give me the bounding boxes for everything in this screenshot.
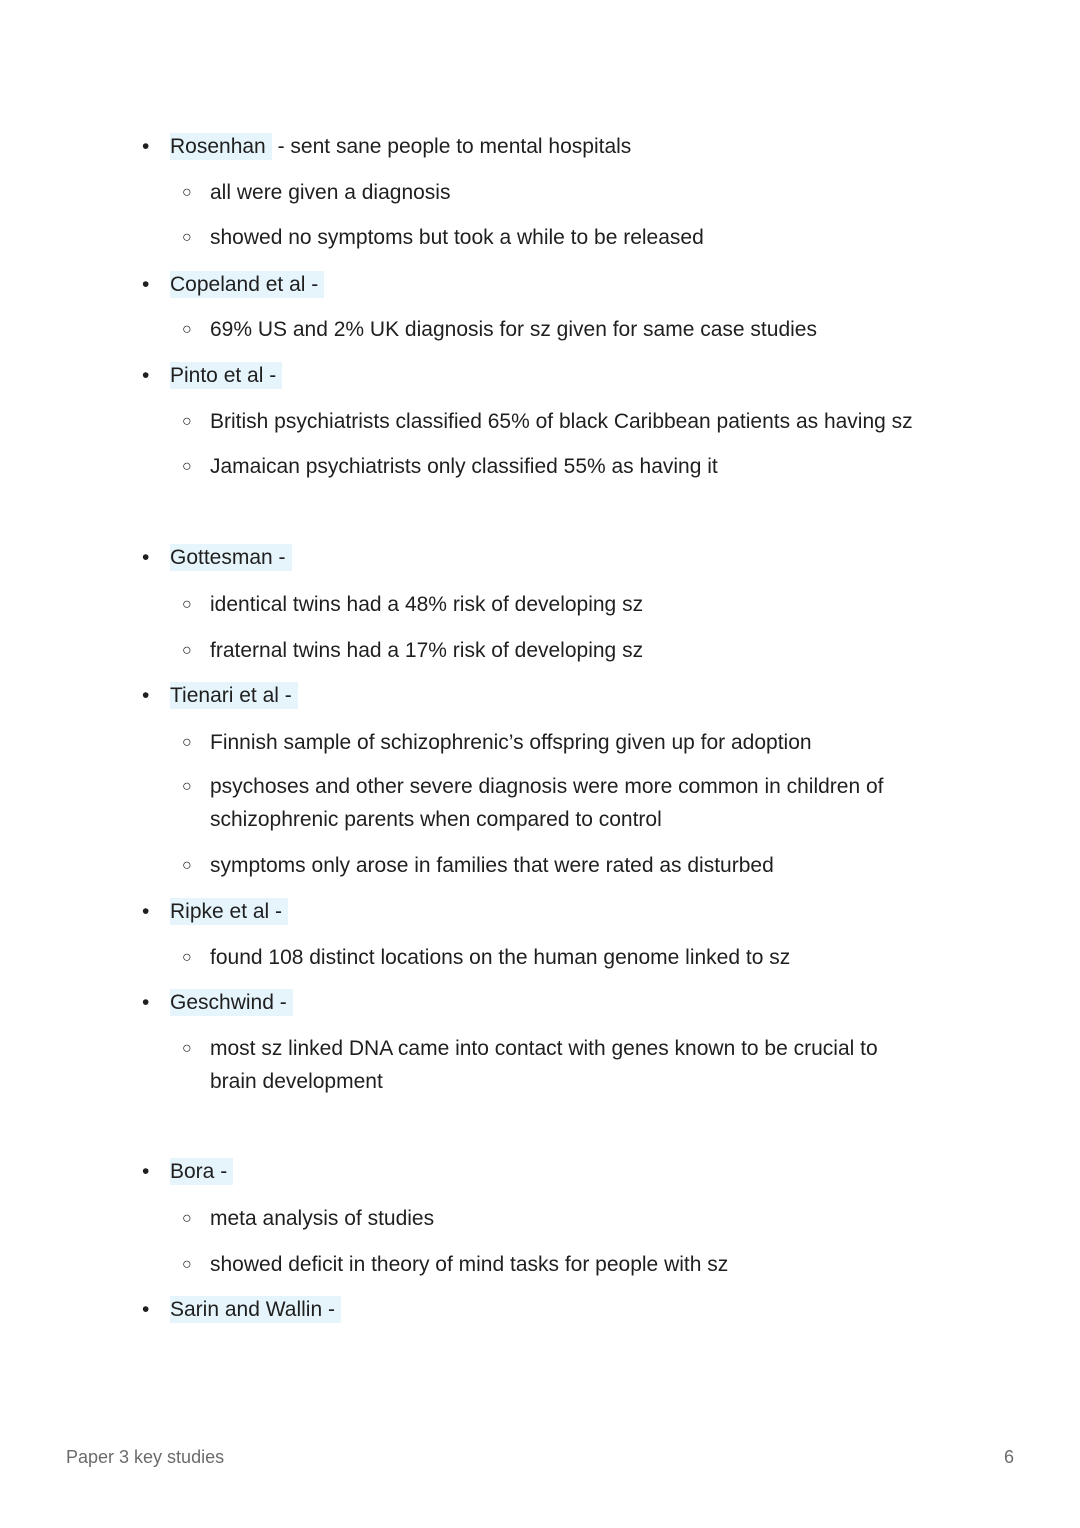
point-text: found 108 distinct locations on the human genome linked to sz <box>210 946 791 969</box>
study-name: Bora - <box>170 1158 233 1185</box>
study-name: Copeland et al - <box>170 271 324 298</box>
circle-bullet-icon: ○ <box>182 1210 192 1227</box>
circle-bullet-icon: ○ <box>182 642 192 659</box>
study-name: Rosenhan <box>170 133 272 160</box>
study-name: Sarin and Wallin - <box>170 1296 341 1323</box>
study-desc: - sent sane people to mental hospitals <box>271 135 632 158</box>
study-name: Pinto et al - <box>170 362 282 389</box>
circle-bullet-icon: ○ <box>182 1040 192 1057</box>
bullet-icon: • <box>142 991 150 1014</box>
circle-bullet-icon: ○ <box>182 596 192 613</box>
page-number: 6 <box>1003 1447 1014 1467</box>
bullet-icon: • <box>142 135 150 158</box>
point-text: symptoms only arose in families that were rated as disturbed <box>210 854 774 877</box>
circle-bullet-icon: ○ <box>182 1256 192 1273</box>
study-name: Geschwind - <box>170 989 293 1016</box>
bullet-icon: • <box>142 364 150 387</box>
point-text: meta analysis of studies <box>210 1207 435 1230</box>
footer-title: Paper 3 key studies <box>66 1447 225 1467</box>
bullet-icon: • <box>142 684 150 707</box>
circle-bullet-icon: ○ <box>182 458 192 475</box>
study-name: Tienari et al - <box>170 682 298 709</box>
point-text: Jamaican psychiatrists only classified 55% as having it <box>210 455 718 478</box>
bullet-icon: • <box>142 273 150 296</box>
point-text: Finnish sample of schizophrenic’s offspring given up for adoption <box>210 731 812 754</box>
study-name: Gottesman - <box>170 544 292 571</box>
point-text: identical twins had a 48% risk of developing sz <box>210 593 644 616</box>
point-text: psychoses and other severe diagnosis were more common in children of schizophrenic parents when compared to control <box>210 775 884 831</box>
circle-bullet-icon: ○ <box>182 229 192 246</box>
circle-bullet-icon: ○ <box>182 949 192 966</box>
circle-bullet-icon: ○ <box>182 184 192 201</box>
bullet-icon: • <box>142 900 150 923</box>
circle-bullet-icon: ○ <box>182 734 192 751</box>
point-text: 69% US and 2% UK diagnosis for sz given for same case studies <box>210 318 817 341</box>
point-text: fraternal twins had a 17% risk of developing sz <box>210 639 644 662</box>
circle-bullet-icon: ○ <box>182 413 192 430</box>
bullet-icon: • <box>142 546 150 569</box>
point-text: all were given a diagnosis <box>210 181 451 204</box>
point-text: British psychiatrists classified 65% of black Caribbean patients as having sz <box>210 410 913 433</box>
circle-bullet-icon: ○ <box>182 778 192 795</box>
circle-bullet-icon: ○ <box>182 321 192 338</box>
study-name: Ripke et al - <box>170 898 288 925</box>
bullet-icon: • <box>142 1160 150 1183</box>
point-text: showed deficit in theory of mind tasks for people with sz <box>210 1253 729 1276</box>
circle-bullet-icon: ○ <box>182 857 192 874</box>
bullet-icon: • <box>142 1298 150 1321</box>
point-text: showed no symptoms but took a while to be released <box>210 226 704 249</box>
point-text: most sz linked DNA came into contact with genes known to be crucial to brain development <box>210 1037 878 1093</box>
